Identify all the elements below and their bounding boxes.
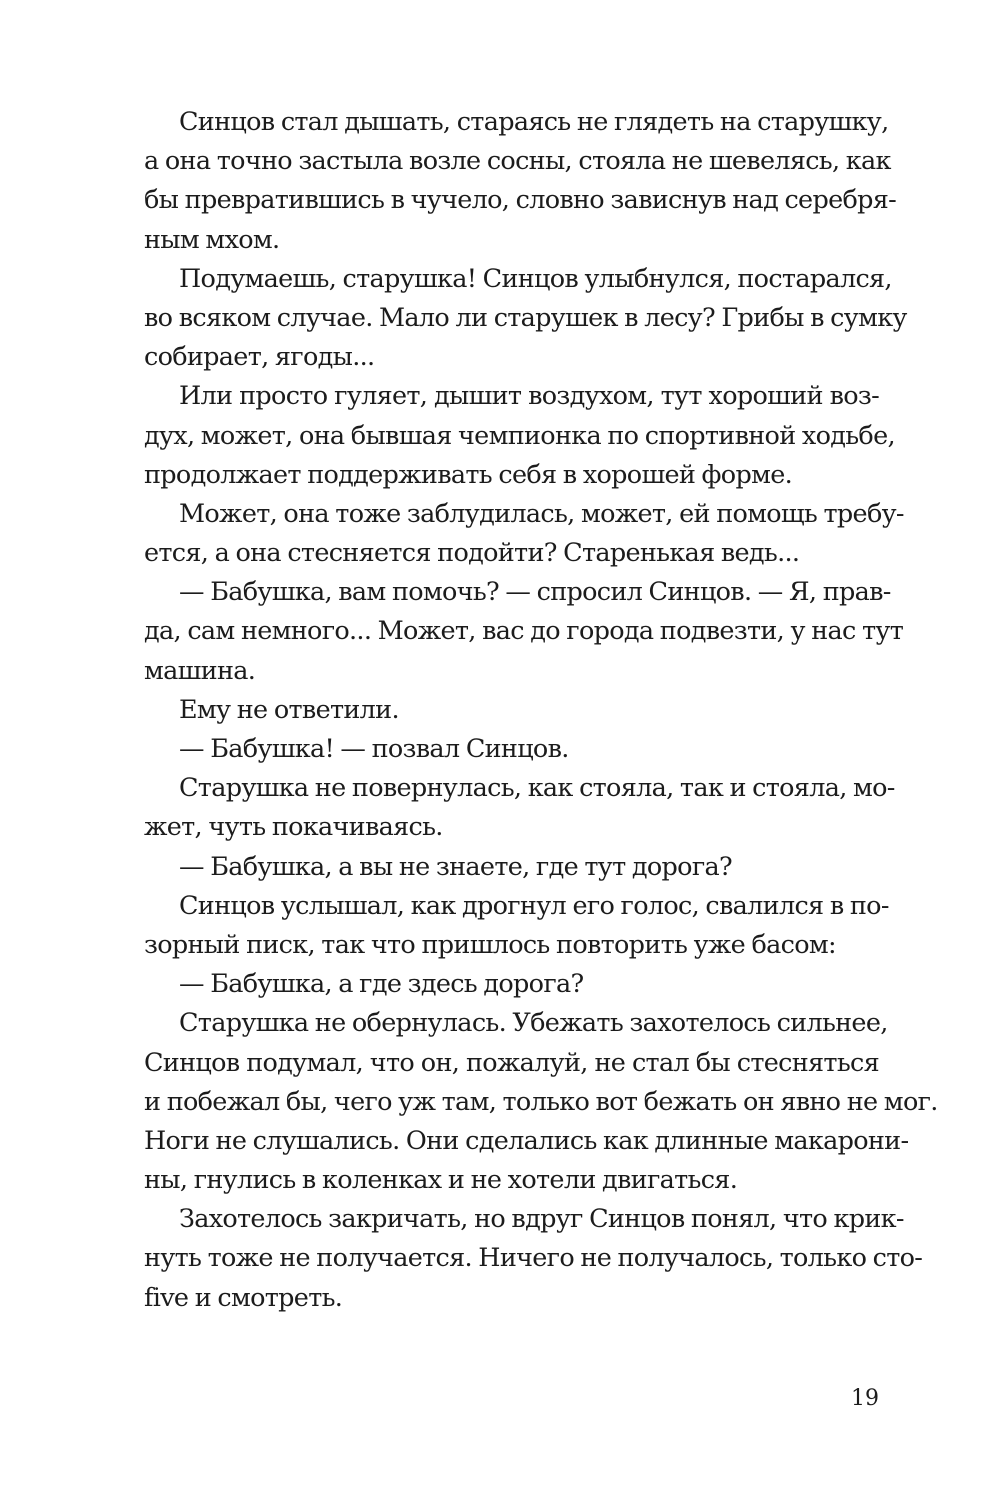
- paragraph: [144, 848, 879, 887]
- text-line: — Бабушка! — позвал Синцов.: [179, 734, 569, 764]
- text-line: ны, гнулись в коленках и не хотели двигаться.: [144, 1165, 738, 1196]
- text-line: да, сам немного... Может, вас до города подвезти, у нас тут: [144, 616, 904, 647]
- text-line: собирает, ягоды...: [144, 342, 375, 373]
- paragraph: [144, 377, 895, 495]
- text-line: Захотелось закричать, но вдруг Синцов понял, что крик-: [179, 1204, 904, 1235]
- paragraph: [144, 495, 904, 573]
- text-line: Ему не ответили.: [179, 694, 399, 725]
- text-line: жет, чуть покачиваясь.: [144, 812, 443, 843]
- paragraph: [144, 1004, 938, 1200]
- paragraph: [144, 965, 879, 1004]
- text-line: во всяком случае. Мало ли старушек в лесу? Грибы в сумку: [144, 302, 907, 333]
- text-line: Подумаешь, старушка! Синцов улыбнулся, постарался,: [179, 263, 892, 294]
- text-line: Может, она тоже заблудилась, может, ей помощь требу-: [179, 498, 904, 529]
- paragraph: [144, 1200, 923, 1318]
- paragraph: [144, 691, 879, 730]
- text-line: Ноги не слушались. Они сделались как длинные макарони-: [144, 1125, 909, 1156]
- text-line: Синцов услышал, как дрогнул его голос, свалился в по-: [179, 890, 889, 921]
- text-line: а она точно застыла возле сосны, стояла не шевелясь, как: [144, 146, 891, 177]
- text-line: продолжает поддерживать себя в хорошей форме.: [144, 459, 793, 490]
- text-line: five и смотреть.: [144, 1282, 343, 1313]
- text-line: ным мхом.: [144, 224, 280, 255]
- paragraph: [144, 260, 907, 378]
- paragraph: [144, 887, 889, 965]
- text-line: машина.: [144, 655, 256, 686]
- text-line: Старушка не повернулась, как стояла, так и стояла, мо-: [179, 773, 895, 804]
- text-line: Или просто гуляет, дышит воздухом, тут хороший воз-: [179, 381, 879, 412]
- text-line: бы превратившись в чучело, словно зависнув над серебря-: [144, 185, 897, 216]
- paragraph: [144, 769, 895, 847]
- text-line: — Бабушка, вам помочь? — спросил Синцов. — Я, прав-: [179, 577, 891, 608]
- text-line: ется, а она стесняется подойти? Старенькая ведь...: [144, 538, 800, 569]
- text-line: Старушка не обернулась. Убежать захотелось сильнее,: [179, 1008, 888, 1039]
- text-line: зорный писк, так что пришлось повторить уже басом:: [144, 929, 836, 960]
- page-number: 19: [851, 1386, 879, 1411]
- text-line: — Бабушка, а где здесь дорога?: [179, 969, 584, 1000]
- text-line: и побежал бы, чего уж там, только вот бежать он явно не мог.: [144, 1086, 938, 1117]
- paragraph: [144, 730, 879, 769]
- text-line: дух, может, она бывшая чемпионка по спортивной ходьбе,: [144, 420, 895, 451]
- text-line: Синцов подумал, что он, пожалуй, не стал бы стесняться: [144, 1047, 879, 1078]
- text-line: нуть тоже не получается. Ничего не получалось, только сто-: [144, 1243, 923, 1274]
- text-line: Синцов стал дышать, стараясь не глядеть на старушку,: [179, 107, 889, 137]
- paragraph: [144, 573, 904, 691]
- body-text: [144, 103, 938, 1318]
- paragraph: [144, 103, 897, 260]
- text-line: — Бабушка, а вы не знаете, где тут дорога?: [179, 851, 732, 882]
